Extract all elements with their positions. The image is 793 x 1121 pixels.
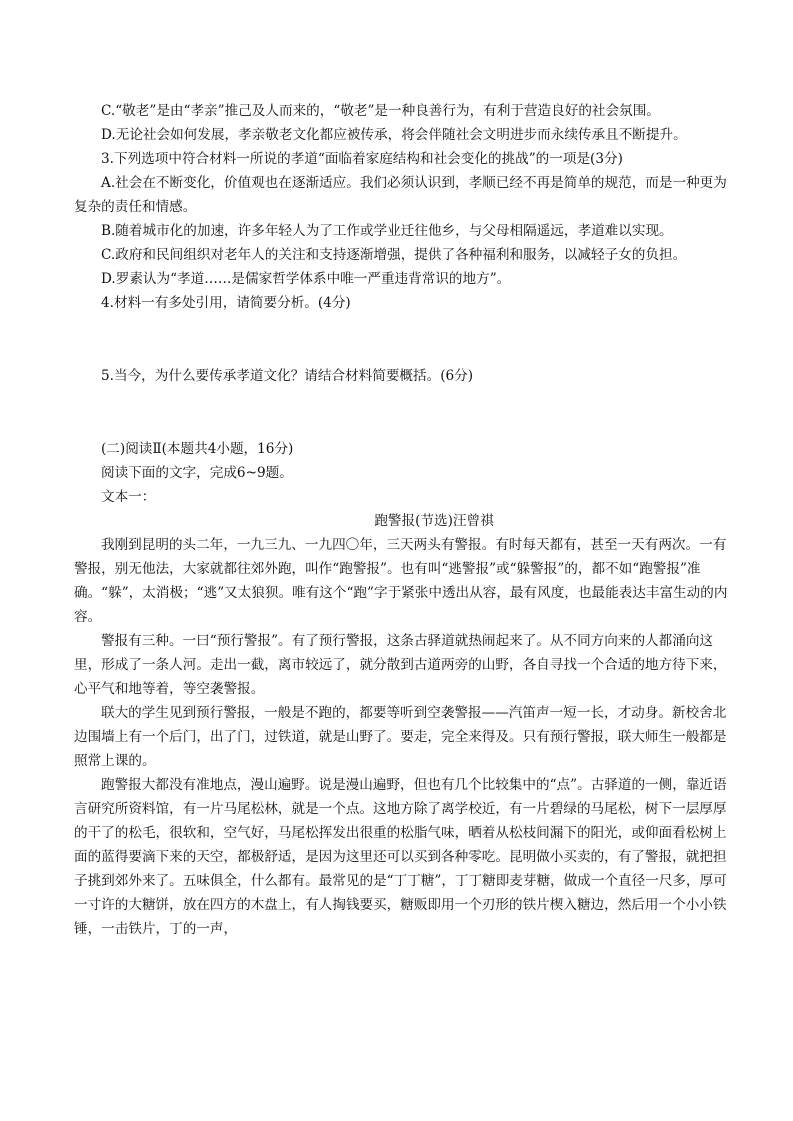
text-one-label: 文本一： [101, 489, 156, 505]
article-paragraph-2: 警报有三种。一曰“预行警报”。有了预行警报，这条古驿道就热闹起来了。从不同方向来的人都涌向这里，形成了一条人河。走出一截，离市较远了，就分散到古道两旁的山野，各自寻找一个合适的地方待下来，心平气和地等着，等空袭警报。 [74, 633, 727, 697]
question-3-option-a: A.社会在不断变化，价值观也在逐渐适应。我们必须认识到，孝顺已经不再是简单的规范，而是一种更为复杂的责任和情感。 [74, 175, 727, 215]
question-3-option-b: B.随着城市化的加速，许多年轻人为了工作或学业迁往他乡，与父母相隔遥远，孝道难以实现。 [101, 223, 673, 239]
question-3: 3.下列选项中符合材料一所说的孝道“面临着家庭结构和社会变化的挑战”的一项是(3分) [101, 151, 623, 167]
article-paragraph-1: 我刚到昆明的头二年，一九三九、一九四〇年，三天两头有警报。有时每天都有，甚至一天有两次。一有警报，别无他法，大家就都往郊外跑，叫作“跑警报”。也有叫“逃警报”或“躲警报”的，都不如“跑警报”准确。“躲”，太消极；“逃”又太狼狈。唯有这个“跑”字于紧张中透出从容，最有风度，也最能表达丰富生动的内容。 [74, 537, 728, 625]
section-heading: (二)阅读Ⅱ(本题共4小题，16分) [101, 441, 294, 457]
option-c: C.“敬老”是由“孝亲”推己及人而来的，“敬老”是一种良善行为，有利于营造良好的社会氛围。 [101, 103, 660, 119]
question-3-option-d: D.罗素认为“孝道……是儒家哲学体系中唯一严重违背常识的地方”。 [101, 271, 511, 287]
article-title: 跑警报(节选)汪曾祺 [374, 513, 494, 529]
question-4: 4.材料一有多处引用，请简要分析。(4分) [101, 295, 351, 311]
article-paragraph-4: 跑警报大都没有准地点，漫山遍野。说是漫山遍野，但也有几个比较集中的“点”。古驿道的一侧，靠近语言研究所资料馆，有一片马尾松林，就是一个点。这地方除了离学校近，有一片碧绿的马尾松，树下一层厚厚的干了的松毛，很软和，空气好，马尾松挥发出很重的松脂气味，晒着从松枝间漏下的阳光，或仰面看松树上面的蓝得要滴下来的天空，都极舒适，是因为这里还可以买到各种零吃。昆明做小买卖的，有了警报，就把担子挑到郊外来了。五味俱全，什么都有。最常见的是“丁丁糖”，丁丁糖即麦芽糖，做成一个直径一尺多，厚可一寸许的大糖饼，放在四方的木盘上，有人掏钱要买，糖贩即用一个刃形的铁片楔入糖边，然后用一个小小铁锤，一击铁片，丁的一声， [74, 777, 727, 937]
question-5: 5.当今，为什么要传承孝道文化？请结合材料简要概括。(6分) [101, 368, 474, 384]
page-content [74, 99, 734, 941]
reading-instruction: 阅读下面的文字，完成6~9题。 [101, 465, 293, 481]
article-paragraph-3: 联大的学生见到预行警报，一般是不跑的，都要等听到空袭警报——汽笛声一短一长，才动身。新校舍北边围墙上有一个后门，出了门，过铁道，就是山野了。要走，完全来得及。只有预行警报，联大师生一般都是照常上课的。 [74, 705, 727, 769]
question-3-option-c: C.政府和民间组织对老年人的关注和支持逐渐增强，提供了各种福利和服务，以减轻子女的负担。 [101, 247, 687, 263]
option-d: D.无论社会如何发展，孝亲敬老文化都应被传承，将会伴随社会文明进步而永续传承且不断提升。 [101, 127, 687, 143]
